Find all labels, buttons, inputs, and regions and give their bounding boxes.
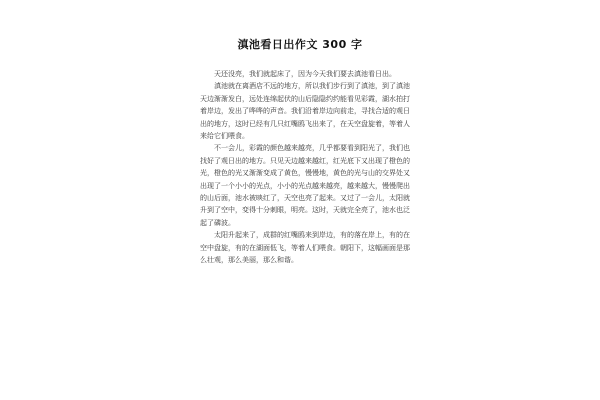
document-title: 滇池看日出作文 300 字 [237, 38, 363, 51]
essay-paragraph: 滇池就在离酒店不远的地方，所以我们步行到了滇池，到了滇池天边渐渐发白，远处连绵起伏的山后隐隐约约能看见彩霞，湖水拍打着岸边，发出了哗哗的声音。我们沿着岸边向前走，寻找合适的观日出的地方，这时已经有几只红嘴鸥飞出来了，在天空盘旋着，等着人来给它们喂食。 [200, 82, 410, 141]
essay-paragraph: 太阳升起来了，成群的红嘴鸥来到岸边，有的落在岸上，有的在空中盘旋，有的在湖面低飞，等着人们喂食。朝阳下，这幅画面是那么壮观，那么美丽，那么和谐。 [200, 231, 410, 265]
essay-paragraph: 天还没亮，我们就起床了，因为今天我们要去滇池看日出。 [214, 70, 396, 78]
essay-paragraph: 不一会儿，彩霞的颜色越来越亮，几乎都要看到阳光了，我们也找好了观日出的地方。只见天边越来越红，红光底下又出现了橙色的光，橙色的光又渐渐变成了黄色，慢慢地，黄色的光与山的交界处又出现了一个小小的光点，小小的光点越来越亮，越来越大，慢慢爬出的山后面，池水被映红了，天空也亮了起来。又过了一会儿，太阳就升到了空中，变得十分刺眼，明亮。这时，天就完全亮了，池水也泛起了磷波。 [200, 144, 410, 227]
essay-body [200, 68, 410, 267]
